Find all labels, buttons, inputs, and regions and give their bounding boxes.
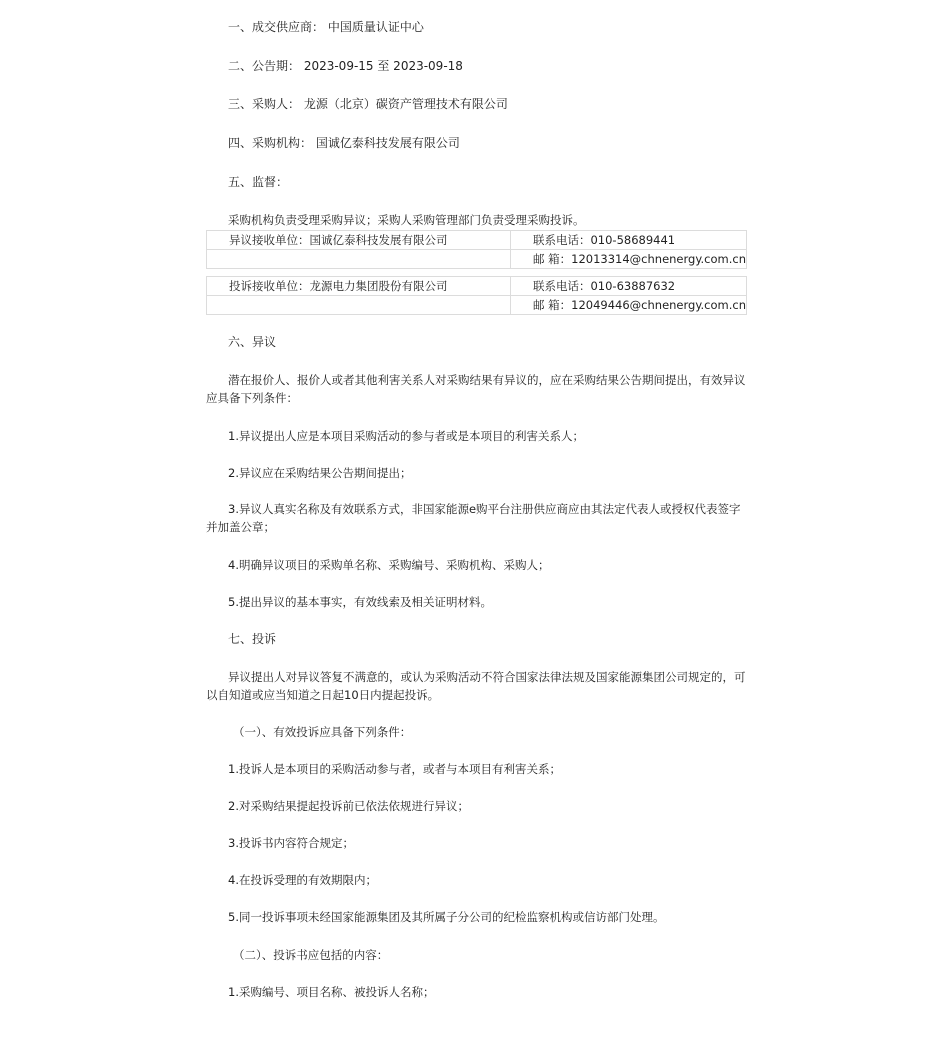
section-supervision: 五、监督： — [228, 175, 289, 189]
complaint-contact-table — [206, 276, 747, 315]
complaint-intro: 异议提出人对异议答复不满意的，或认为采购活动不符合国家法律法规及国家能源集团公司规定的，可以自知道或应当知道之日起10日内提起投诉。 — [206, 670, 746, 702]
table-row — [207, 277, 747, 296]
table-row — [207, 231, 747, 250]
complaint-item-4: 4.在投诉受理的有效期限内； — [228, 873, 377, 887]
objection-item-2: 2.异议应在采购结果公告期间提出； — [228, 466, 412, 480]
section-agency: 四、采购机构： 国诚亿泰科技发展有限公司 — [228, 136, 460, 150]
complaint-phone: 联系电话：010-63887632 — [510, 277, 746, 296]
table-row — [207, 296, 747, 315]
objection-item-4: 4.明确异议项目的采购单名称、采购编号、采购机构、采购人； — [228, 558, 550, 572]
complaint-item-2: 2.对采购结果提起投诉前已依法依规进行异议； — [228, 799, 469, 813]
complaint-item-5: 5.同一投诉事项未经国家能源集团及其所属子分公司的纪检监察机构或信访部门处理。 — [228, 910, 665, 924]
complaint-item-1: 1.投诉人是本项目的采购活动参与者，或者与本项目有利害关系； — [228, 762, 561, 776]
complaint-email: 邮 箱：12049446@chnenergy.com.cn — [510, 296, 746, 315]
table-row — [207, 250, 747, 269]
section-supplier: 一、成交供应商： 中国质量认证中心 — [228, 20, 424, 34]
complaint-conditions-heading: （一）、有效投诉应具备下列条件： — [233, 725, 412, 739]
complaint-content-item-1: 1.采购编号、项目名称、被投诉人名称； — [228, 985, 435, 999]
empty-cell — [207, 296, 511, 315]
supervision-intro: 采购机构负责受理采购异议；采购人采购管理部门负责受理采购投诉。 — [228, 213, 585, 227]
complaint-item-3: 3.投诉书内容符合规定； — [228, 836, 354, 850]
objection-contact-table — [206, 230, 747, 269]
objection-unit: 异议接收单位：国诚亿泰科技发展有限公司 — [207, 231, 511, 250]
objection-phone: 联系电话：010-58689441 — [510, 231, 746, 250]
objection-item-1: 1.异议提出人应是本项目采购活动的参与者或是本项目的利害关系人； — [228, 429, 584, 443]
objection-intro: 潜在报价人、报价人或者其他利害关系人对采购结果有异议的，应在采购结果公告期间提出，有效异议应具备下列条件： — [206, 373, 746, 405]
section-complaint: 七、投诉 — [228, 632, 277, 646]
section-notice-period: 二、公告期： 2023-09-15 至 2023-09-18 — [228, 59, 463, 73]
objection-item-5: 5.提出异议的基本事实，有效线索及相关证明材料。 — [228, 595, 492, 609]
objection-email: 邮 箱：12013314@chnenergy.com.cn — [510, 250, 746, 269]
complaint-unit: 投诉接收单位：龙源电力集团股份有限公司 — [207, 277, 511, 296]
section-objection: 六、异议 — [228, 335, 277, 349]
empty-cell — [207, 250, 511, 269]
objection-item-3: 3.异议人真实名称及有效联系方式，非国家能源e购平台注册供应商应由其法定代表人或授权代表签字并加盖公章； — [206, 502, 741, 534]
complaint-content-heading: （二）、投诉书应包括的内容： — [233, 948, 389, 962]
section-purchaser: 三、采购人： 龙源（北京）碳资产管理技术有限公司 — [228, 97, 508, 111]
